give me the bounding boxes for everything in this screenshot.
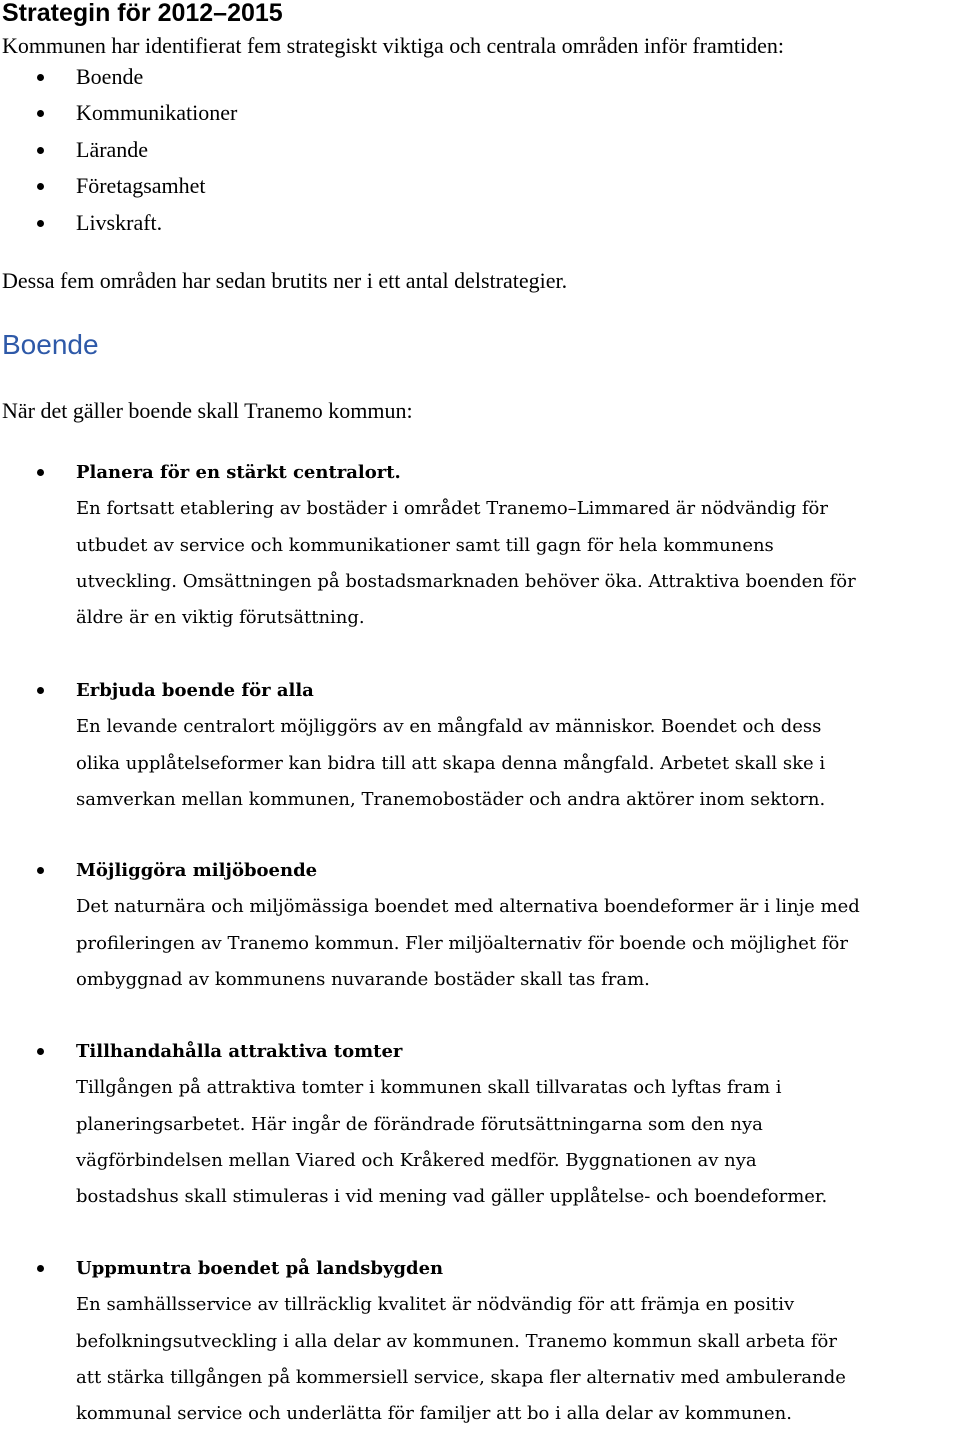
bullet-icon (37, 1265, 44, 1272)
bullet-icon (37, 110, 44, 117)
strategy-title: Tillhandahålla attraktiva tomter (76, 1041, 403, 1062)
bullet-icon (37, 687, 44, 694)
bullet-icon (37, 220, 44, 227)
bullet-icon (37, 147, 44, 154)
bullet-icon (37, 74, 44, 81)
intro-paragraph: Kommunen har identifierat fem strategiskt viktiga och centrala områden inför framtiden: (2, 33, 784, 58)
list-item: Livskraft. (0, 205, 237, 241)
strategy-body: En fortsatt etablering av bostäder i området Tranemo–Limmared är nödvändig för utbudet av service och kommunikationer samt till gagn för hela kommunens utveckling. Omsättningen på bostadsmarknaden behöver öka. Attraktiva boenden för äldre är en viktig förutsättning. (76, 498, 856, 629)
strategy-body: Det naturnära och miljömässiga boendet med alternativa boendeformer är i linje med profileringen av Tranemo kommun. Fler miljöalternativ för boende och möjlighet för ombyggnad av kommunens nuvarande bostäder skall tas fram. (76, 896, 860, 990)
strategy-body: Tillgången på attraktiva tomter i kommunen skall tillvaratas och lyftas fram i planeringsarbetet. Här ingår de förändrade förutsättningarna som den nya vägförbindelsen mellan Viared och Kråkered medför. Byggnationen av nya bostadshus skall stimuleras i vid mening vad gäller upplåtelse- och boendeformer. (76, 1077, 828, 1208)
list-item: Lärande (0, 132, 237, 168)
strategy-body: En samhällsservice av tillräcklig kvalitet är nödvändig för att främja en positiv befolkningsutveckling i alla delar av kommunen. Tranemo kommun skall arbeta för att stärka tillgången på kommersiell service, skapa fler alternativ med ambulerande kommunal service och underlätta för familjer att bo i alla delar av kommunen. (76, 1294, 846, 1425)
bullet-icon (37, 183, 44, 190)
page-title: Strategin för 2012–2015 (2, 0, 283, 27)
bullet-icon (37, 867, 44, 874)
section-heading: Boende (2, 329, 99, 360)
list-item: Boende (0, 59, 237, 95)
strategy-title: Erbjuda boende för alla (76, 680, 314, 701)
list-item: Kommunikationer (0, 95, 237, 131)
strategic-areas-list (0, 59, 237, 241)
bullet-icon (37, 1048, 44, 1055)
summary-paragraph: Dessa fem områden har sedan brutits ner i ett antal delstrategier. (2, 268, 568, 293)
strategy-title: Uppmuntra boendet på landsbygden (76, 1258, 444, 1279)
list-item: Företagsamhet (0, 168, 237, 204)
strategy-title: Planera för en stärkt centralort. (76, 462, 401, 483)
lead-paragraph: När det gäller boende skall Tranemo kommun: (2, 398, 413, 423)
strategy-title: Möjliggöra miljöboende (76, 860, 318, 881)
bullet-icon (37, 469, 44, 476)
strategy-body: En levande centralort möjliggörs av en mångfald av människor. Boendet och dess olika upplåtelseformer kan bidra till att skapa denna mångfald. Arbetet skall ske i samverkan mellan kommunen, Tranemobostäder och andra aktörer inom sektorn. (76, 716, 826, 810)
